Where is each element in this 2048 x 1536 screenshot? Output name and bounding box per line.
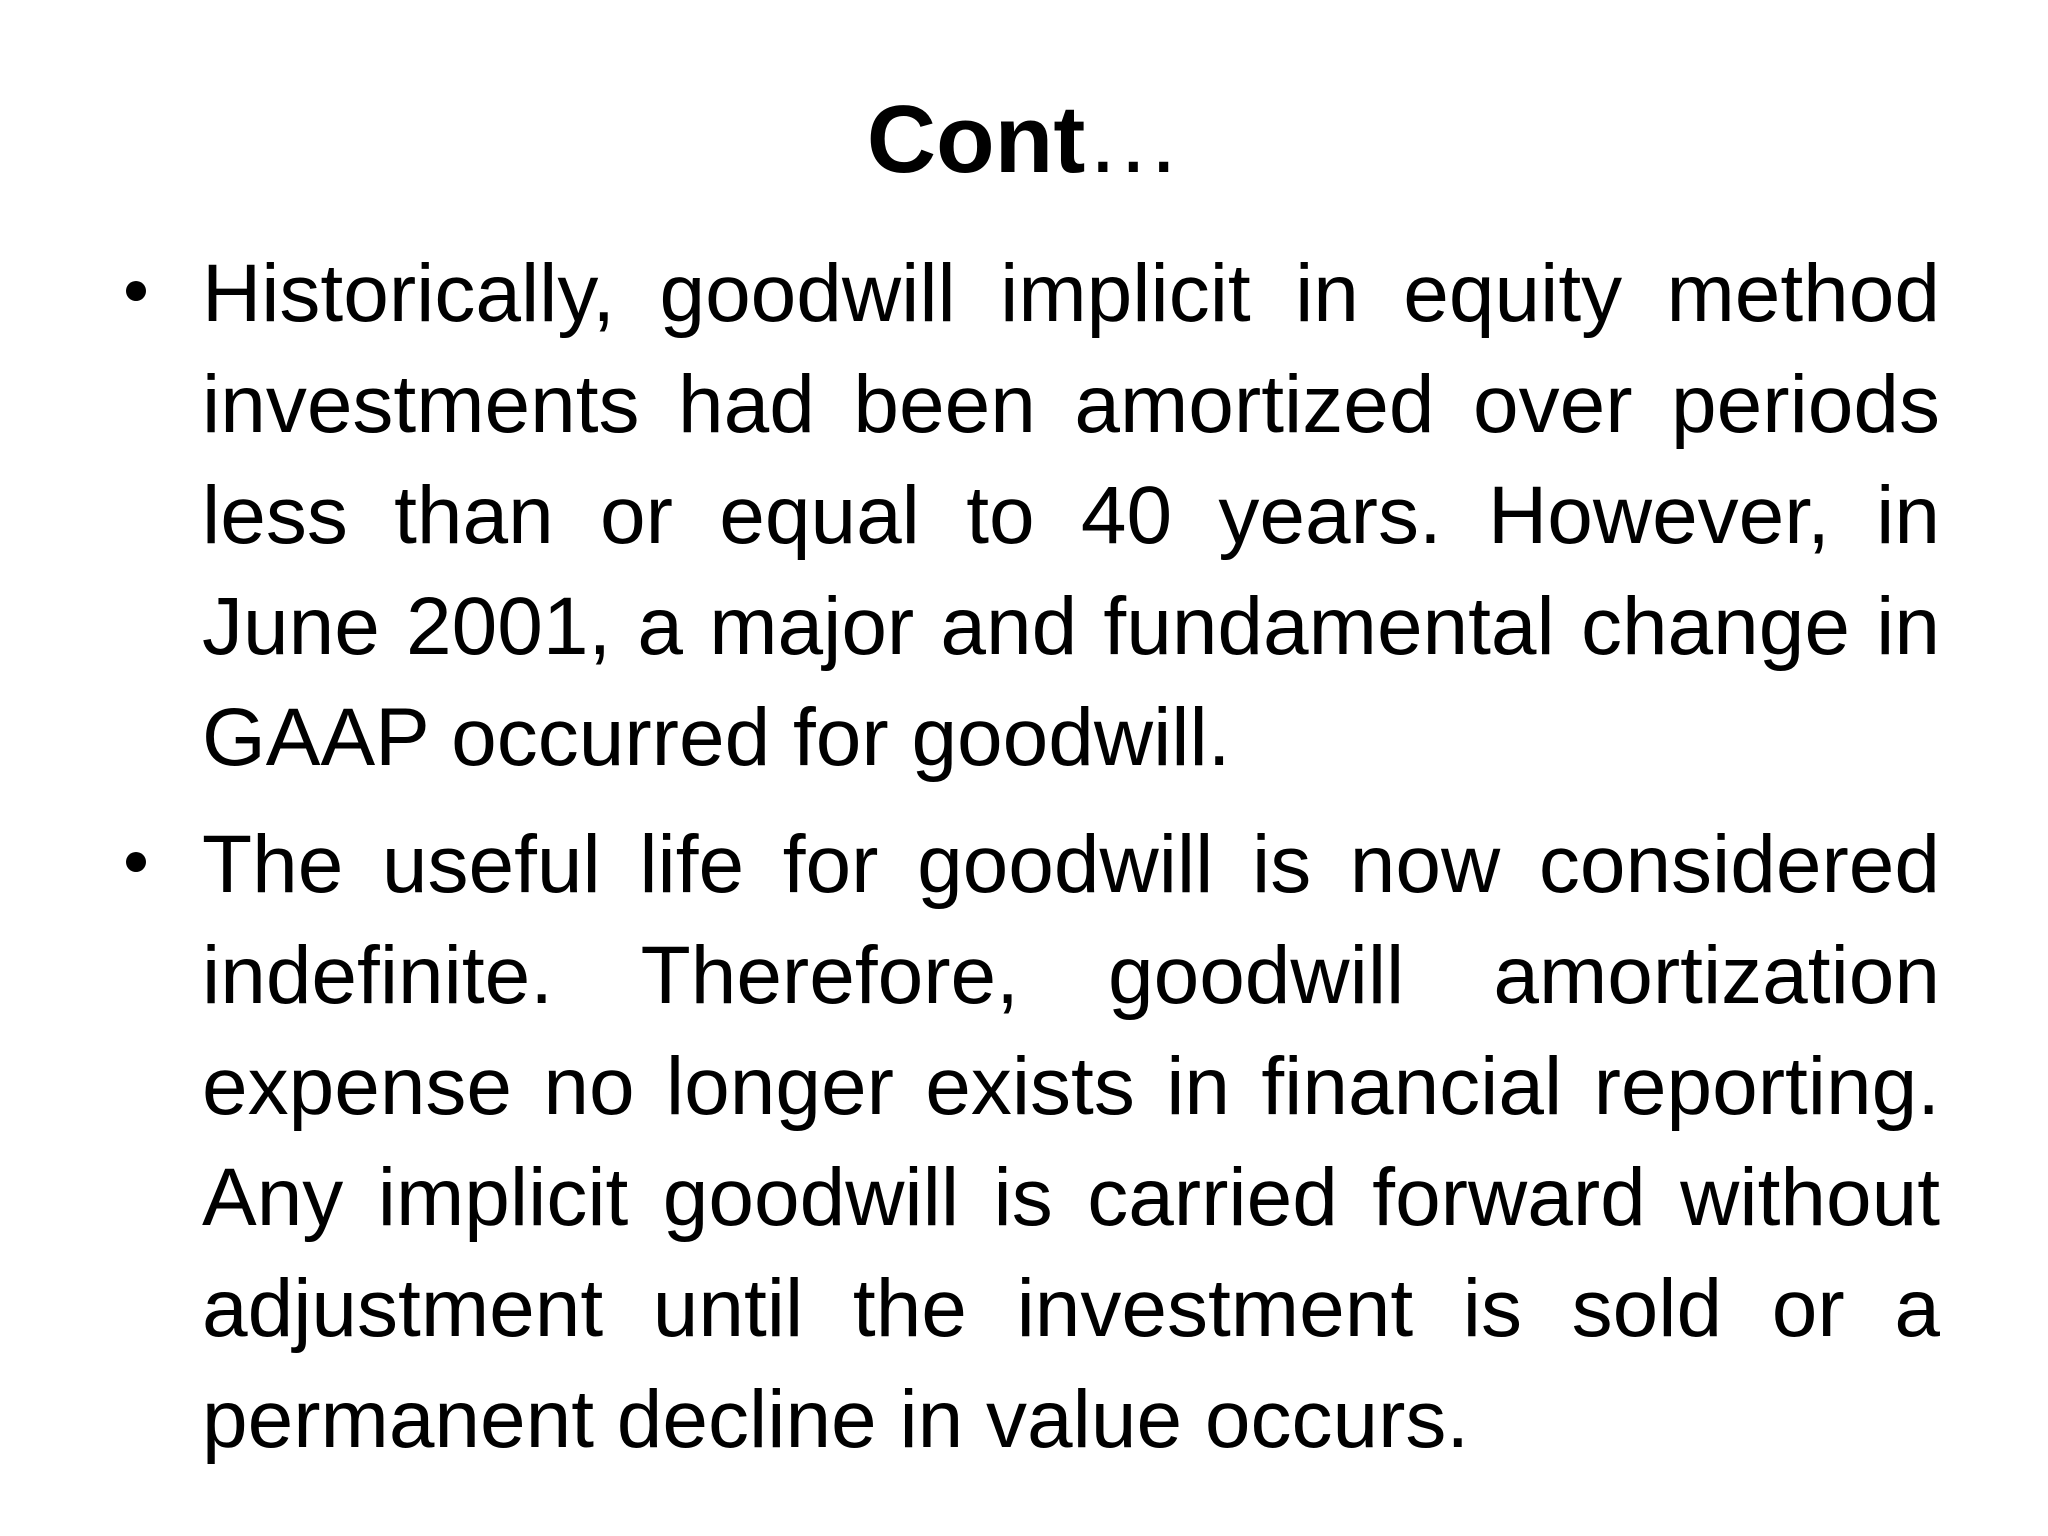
bullet-text: Historically, goodwill implicit in equity method investments had been amortized over periods less than or equal to 40 years. However, in June 2001, a major and fundamental change in GAAP occurred for goodwill. <box>202 248 1940 783</box>
bullet-text: The useful life for goodwill is now considered indefinite. Therefore, goodwill amortization expense no longer exists in financial reporting. Any implicit goodwill is carried forward without adjustment until the investment is sold or a permanent decline in value occurs. <box>202 819 1940 1465</box>
bullet-list <box>118 238 1940 1475</box>
bullet-item <box>118 238 1940 793</box>
slide-title-text: Cont <box>866 86 1086 193</box>
slide-title <box>0 82 2048 198</box>
slide-title-ellipsis: … <box>1085 86 1182 193</box>
bullet-item <box>118 809 1940 1475</box>
bullet-dot-icon <box>126 852 146 872</box>
bullet-dot-icon <box>126 281 146 301</box>
